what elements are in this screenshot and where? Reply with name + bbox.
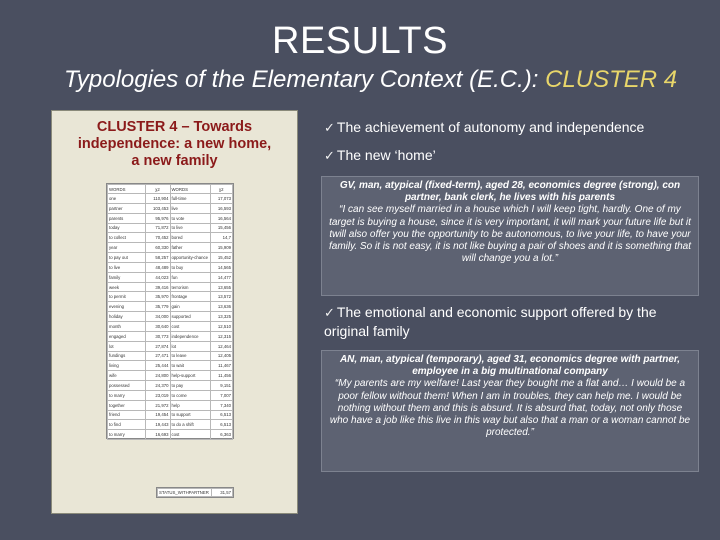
- table-row: [108, 400, 233, 410]
- table-row: [108, 430, 233, 440]
- chi2-cell: 13,636: [210, 302, 233, 312]
- chi2-cell: 15,452: [210, 253, 233, 263]
- word-cell: to collect: [108, 233, 146, 243]
- cluster-title-line2: independence: a new home,: [77, 136, 272, 152]
- chi2-cell: 13,655: [210, 282, 233, 292]
- word-cell: cost: [170, 430, 210, 440]
- bullet-text: The achievement of autonomy and independence: [336, 119, 645, 135]
- word-cell: terrorism: [170, 282, 210, 292]
- chi2-cell: 39,416: [145, 282, 170, 292]
- check-icon: ✓: [324, 120, 335, 135]
- table-row: [158, 489, 233, 497]
- word-cell: one: [108, 194, 146, 204]
- word-cell: week: [108, 282, 146, 292]
- word-cell: year: [108, 243, 146, 253]
- quote-box-gv: [321, 176, 699, 296]
- word-cell: friend: [108, 410, 146, 420]
- table-row: [108, 312, 233, 322]
- chi2-cell: 30,773: [145, 331, 170, 341]
- chi2-cell: 6,513: [210, 420, 233, 430]
- table-row: [108, 410, 233, 420]
- table-row: [108, 351, 233, 361]
- chi2-cell: 103,453: [145, 203, 170, 213]
- subtitle-main: Typologies of the Elementary Context (E.C.):: [64, 66, 546, 93]
- word-cell: month: [108, 321, 146, 331]
- table-row: [108, 292, 233, 302]
- word-cell: family: [108, 272, 146, 282]
- word-cell: opportunity-chance: [170, 253, 210, 263]
- table-header: χ2: [210, 185, 233, 194]
- quote-text: “I can see myself married in a house which I will keep tight, hardly. One of my target is buying a house, since it is very important, it will mark your future life but it twill also offer you the opportunity to be autonomous, to live your life, to have your family. So it is not easy, it is not like buying a pair of shoes and it is something that will change you a lot.”: [328, 204, 692, 265]
- table-row: [108, 361, 233, 371]
- subtitle-accent: CLUSTER 4: [545, 66, 678, 93]
- chi2-cell: 30,640: [145, 321, 170, 331]
- word-cell: to pay: [170, 381, 210, 391]
- chi2-cell: 6,363: [210, 430, 233, 440]
- chi2-cell: 16,693: [145, 430, 170, 440]
- table-row: [108, 272, 233, 282]
- word-cell: evening: [108, 302, 146, 312]
- chi2-cell: 19,454: [145, 410, 170, 420]
- chi2-cell: 11,456: [210, 371, 233, 381]
- word-cell: possessed: [108, 381, 146, 391]
- chi2-cell: 95,976: [145, 213, 170, 223]
- word-cell: to permit: [108, 292, 146, 302]
- chi2-cell: 71,872: [145, 223, 170, 233]
- table-row: [108, 282, 233, 292]
- table-header: WORDS: [170, 185, 210, 194]
- table-row: [108, 302, 233, 312]
- quote-attribution: GV, man, atypical (fixed-term), aged 28, economics degree (strong), con partner, bank clerk, he lives with his parents: [339, 180, 681, 204]
- quote-attribution: AN, man, atypical (temporary), aged 31, economics degree with partner, employee in a big multinational company: [339, 354, 681, 378]
- chi2-cell: 110,904: [145, 194, 170, 204]
- chi2-cell: 34,000: [145, 312, 170, 322]
- cluster-title: [52, 119, 297, 170]
- word-cell: to find: [108, 420, 146, 430]
- chi2-cell: 16,564: [210, 213, 233, 223]
- chi2-cell: 70,452: [145, 233, 170, 243]
- chi2-cell: 44,023: [145, 272, 170, 282]
- bullet-text: The new ‘home’: [336, 147, 436, 163]
- word-cell: to support: [170, 410, 210, 420]
- table-row: [108, 341, 233, 351]
- chi2-cell: 15,456: [210, 223, 233, 233]
- quote-box-an: [321, 350, 699, 472]
- word-cell: to marry: [108, 390, 146, 400]
- word-cell: partner: [108, 203, 146, 213]
- bullet-new-home: [324, 146, 436, 165]
- word-cell: parents: [108, 213, 146, 223]
- word-cell: to marry: [108, 430, 146, 440]
- table-header-row: [108, 185, 233, 194]
- word-cell: help: [170, 400, 210, 410]
- word-cell: bored: [170, 233, 210, 243]
- chi2-cell: 7,007: [210, 390, 233, 400]
- word-cell: to leave: [170, 351, 210, 361]
- word-cell: fun: [170, 272, 210, 282]
- chi2-cell: 24,370: [145, 381, 170, 391]
- chi2-cell: 27,471: [145, 351, 170, 361]
- chi2-cell: 12,464: [210, 341, 233, 351]
- word-cell: to pay out: [108, 253, 146, 263]
- word-cell: help-support: [170, 371, 210, 381]
- table-row: [108, 233, 233, 243]
- word-cell: full-time: [170, 194, 210, 204]
- chi2-cell: 14,477: [210, 272, 233, 282]
- word-cell: holiday: [108, 312, 146, 322]
- table-row: [108, 223, 233, 233]
- table-row: [108, 371, 233, 381]
- chi2-cell: 16,593: [210, 203, 233, 213]
- table-row: [108, 381, 233, 391]
- stat-value: 31,57: [212, 489, 233, 497]
- chi-square-table: [106, 183, 234, 439]
- word-cell: supported: [170, 312, 210, 322]
- word-cell: living: [108, 361, 146, 371]
- word-cell: to vote: [170, 213, 210, 223]
- table-row: [108, 253, 233, 263]
- word-cell: today: [108, 223, 146, 233]
- chi2-cell: 58,257: [145, 253, 170, 263]
- word-cell: together: [108, 400, 146, 410]
- slide-title: RESULTS: [272, 20, 448, 62]
- chi2-cell: 17,073: [210, 194, 233, 204]
- table-row: [108, 321, 233, 331]
- chi2-cell: 48,489: [145, 262, 170, 272]
- word-cell: to live: [108, 262, 146, 272]
- word-cell: fundings: [108, 351, 146, 361]
- chi2-cell: 13,572: [210, 292, 233, 302]
- word-cell: to wait: [170, 361, 210, 371]
- word-cell: father: [170, 243, 210, 253]
- chi2-cell: 9,151: [210, 381, 233, 391]
- word-cell: gain: [170, 302, 210, 312]
- table-row: [108, 213, 233, 223]
- table-header: χ2: [145, 185, 170, 194]
- chi2-cell: 12,510: [210, 321, 233, 331]
- word-cell: to come: [170, 390, 210, 400]
- chi2-cell: 19,443: [145, 420, 170, 430]
- table-row: [108, 243, 233, 253]
- table-row: [108, 420, 233, 430]
- word-cell: to live: [170, 223, 210, 233]
- chi2-cell: 12,315: [210, 331, 233, 341]
- cluster-panel: [51, 110, 298, 514]
- chi2-cell: 7,340: [210, 400, 233, 410]
- table-header: WORDS: [108, 185, 146, 194]
- status-row-table: [156, 487, 234, 498]
- chi2-cell: 24,800: [145, 371, 170, 381]
- cluster-title-line1: CLUSTER 4 – Towards: [96, 119, 253, 135]
- check-icon: ✓: [324, 305, 335, 320]
- quote-text: “My parents are my welfare! Last year they bought me a flat and… I would be a poor fellow without them! When I am in troubles, they can help me. I would be nothing without them and this is absurd. It is absurd that, today, not only those who have a job like this live in this way but also that a man or a woman cannot be protected.”: [329, 378, 691, 439]
- chi2-cell: 12,405: [210, 351, 233, 361]
- word-cell: lot: [108, 341, 146, 351]
- word-cell: lot: [170, 341, 210, 351]
- chi2-cell: 35,779: [145, 302, 170, 312]
- chi2-cell: 11,467: [210, 361, 233, 371]
- chi2-cell: 15,909: [210, 243, 233, 253]
- word-cell: to buy: [170, 262, 210, 272]
- word-cell: wife: [108, 371, 146, 381]
- table-row: [108, 331, 233, 341]
- chi2-cell: 6,513: [210, 410, 233, 420]
- chi2-cell: 35,970: [145, 292, 170, 302]
- chi2-cell: 13,325: [210, 312, 233, 322]
- stat-label: STATUS_WITHPARTNER: [158, 489, 212, 497]
- slide-subtitle: [64, 66, 704, 94]
- chi2-cell: 14,7: [210, 233, 233, 243]
- word-cell: frontage: [170, 292, 210, 302]
- word-cell: engaged: [108, 331, 146, 341]
- table-row: [108, 262, 233, 272]
- chi2-cell: 25,444: [145, 361, 170, 371]
- table-row: [108, 390, 233, 400]
- table-row: [108, 203, 233, 213]
- cluster-title-line3: a new family: [131, 153, 218, 169]
- word-cell: cost: [170, 321, 210, 331]
- chi2-cell: 14,565: [210, 262, 233, 272]
- chi2-cell: 60,330: [145, 243, 170, 253]
- word-cell: independence: [170, 331, 210, 341]
- bullet-family-support: [324, 303, 704, 341]
- bullet-text: The emotional and economic support offered by the original family: [324, 304, 657, 339]
- chi2-cell: 27,874: [145, 341, 170, 351]
- check-icon: ✓: [324, 148, 335, 163]
- table-row: [108, 194, 233, 204]
- chi2-cell: 23,019: [145, 390, 170, 400]
- chi2-cell: 21,972: [145, 400, 170, 410]
- bullet-autonomy: [324, 118, 644, 137]
- word-cell: live: [170, 203, 210, 213]
- word-cell: to do a shift: [170, 420, 210, 430]
